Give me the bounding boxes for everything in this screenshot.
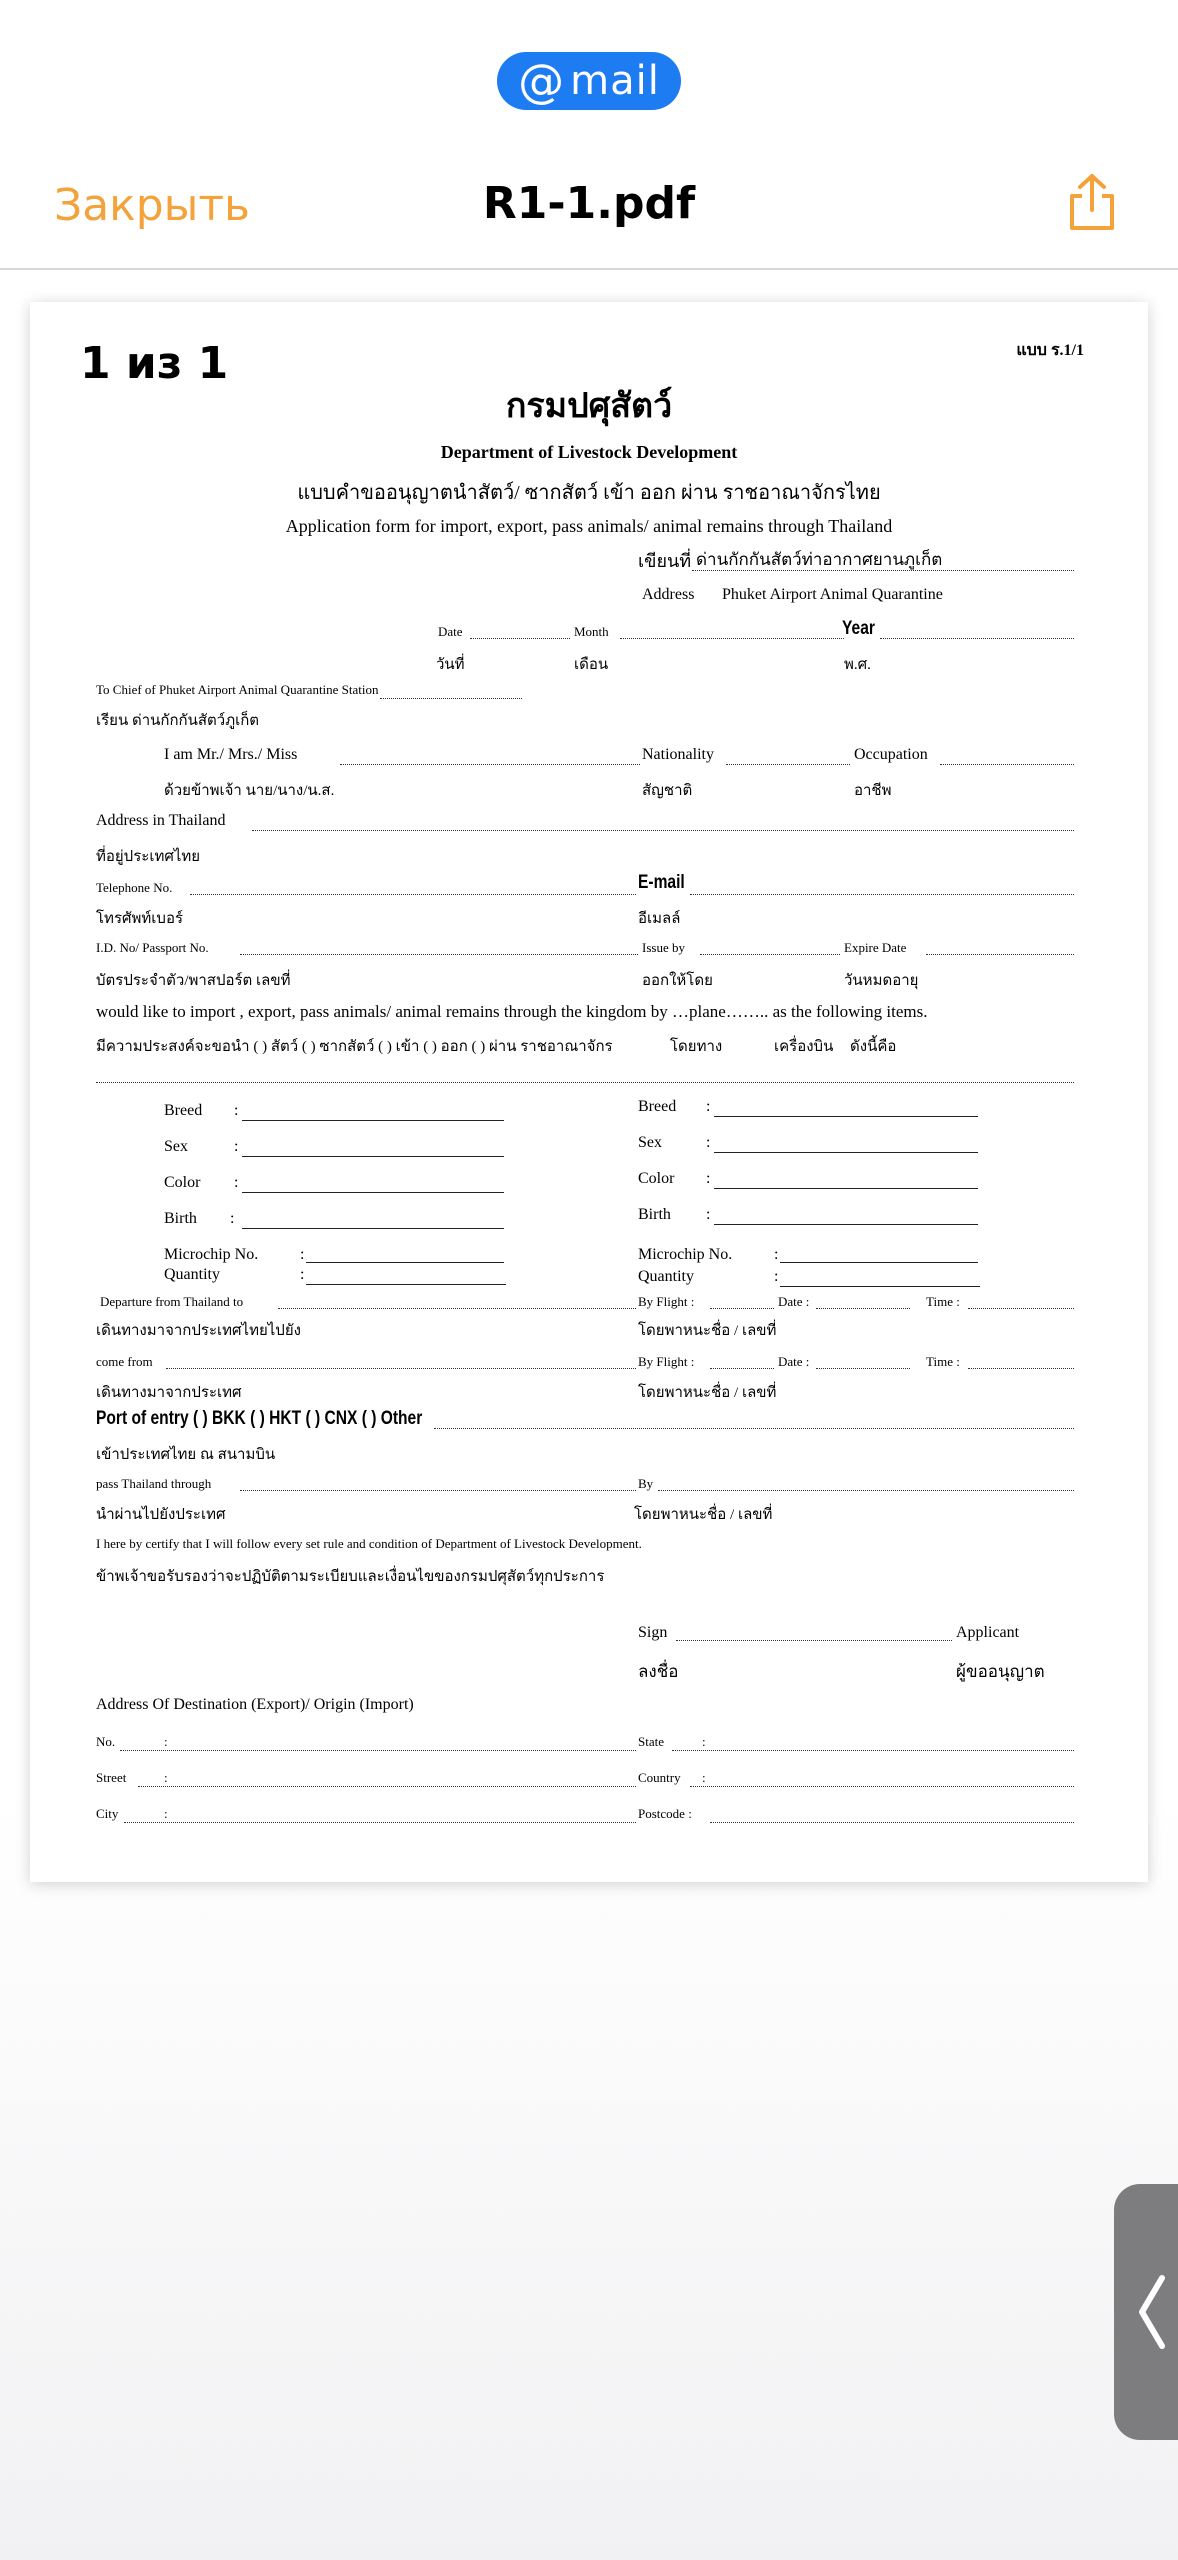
port-of-entry-th: เข้าประเทศไทย ณ สนามบิน — [96, 1447, 276, 1463]
as-follows-th: ดังนี้คือ — [850, 1039, 897, 1055]
email-th: อีเมลล์ — [638, 911, 681, 927]
pass-through-label: pass Thailand through — [96, 1476, 212, 1491]
department-title: Department of Livestock Development — [440, 442, 738, 462]
arrival-date-label: Date : — [778, 1354, 810, 1369]
street-label: Street — [96, 1770, 127, 1785]
side-panel-handle[interactable] — [1114, 2184, 1178, 2440]
departure-th: เดินทางมาจากประเทศไทยไปยัง — [96, 1323, 301, 1339]
mail-badge[interactable] — [497, 52, 681, 110]
port-of-entry-label: Port of entry ( ) BKK ( ) HKT ( ) CNX ( ) Other — [96, 1408, 423, 1429]
issue-by-th: ออกให้โดย — [642, 973, 713, 989]
no-label: No. — [96, 1734, 116, 1749]
share-button[interactable] — [1066, 172, 1118, 234]
address-thailand-th: ที่อยู่ประเทศไทย — [96, 849, 201, 865]
color-label-2: Color — [638, 1170, 675, 1187]
applicant-label: Applicant — [956, 1624, 1020, 1641]
year-th: พ.ศ. — [844, 657, 871, 673]
state-label: State — [638, 1734, 664, 1749]
pass-by-label: By — [638, 1476, 654, 1491]
expire-date-label: Expire Date — [844, 940, 907, 955]
to-chief: To Chief of Phuket Airport Animal Quarantine Station — [96, 682, 379, 697]
breed-label-2: Breed — [638, 1098, 677, 1115]
mail-label: mail — [570, 58, 660, 104]
address-value: Phuket Airport Animal Quarantine — [722, 586, 943, 603]
sign-label: Sign — [638, 1624, 668, 1641]
expire-th: วันหมดอายุ — [844, 973, 919, 989]
departure-flight-label: By Flight : — [638, 1294, 695, 1309]
country-label: Country — [638, 1770, 681, 1785]
sex-label: Sex — [164, 1138, 188, 1155]
destination-heading: Address Of Destination (Export)/ Origin (Import) — [96, 1696, 414, 1713]
telephone-label: Telephone No. — [96, 880, 173, 895]
microchip-label: Microchip No. — [164, 1246, 259, 1263]
navigation-bar — [0, 160, 1178, 270]
document-title: R1-1.pdf — [482, 178, 696, 229]
nationality-th: สัญชาติ — [642, 783, 693, 799]
name-label-th: ด้วยข้าพเจ้า นาย/นาง/น.ส. — [164, 783, 335, 799]
form-title-th: กรมปศุสัตว์ — [505, 388, 673, 425]
address-label: Address — [642, 586, 695, 603]
pass-vehicle-th: โดยพาหนะชื่อ / เลขที่ — [634, 1507, 773, 1523]
month-label: Month — [574, 624, 609, 639]
name-label: I am Mr./ Mrs./ Miss — [164, 746, 298, 763]
departure-vehicle-th: โดยพาหนะชื่อ / เลขที่ — [638, 1323, 777, 1339]
occupation-label: Occupation — [854, 746, 928, 763]
occupation-th: อาชีพ — [854, 783, 892, 799]
color-label: Color — [164, 1174, 201, 1191]
pass-through-th: นำผ่านไปยังประเทศ — [96, 1507, 226, 1523]
id-passport-label: I.D. No/ Passport No. — [96, 940, 209, 955]
birth-label: Birth — [164, 1210, 197, 1227]
pdf-page: 1 из 1 แบบ ร.1/1 กรมปศุสัตว์ Department of Livestock Development แบบคำขออนุญาตนำสัตว์/ ซากสัตว์ เข้า ออก ผ่าน ราชอาณาจักรไทย Application form for import, export, pass animals/ animal remains through Thailand เขียนที่ ด่านกักกันสัตว์ท่าอากาศยานภูเก็ต Address Phuket Airport Animal Quarantine Date Month Year วันที่ เดือน พ.ศ. To Chief of Phuket Airport Animal Quarantine Station เรียน ด่านกักกันสัตว์ภูเก็ต I am Mr./ Mrs./ Miss Nationality Occupation ด้วยข้าพเจ้า นาย/นาง/น.ส. สัญชาติ อาชีพ Address in Thailand ที่อยู่ประเทศไทย Telephone No. E-mail โทรศัพท์เบอร์ อีเมลล์ I.D. No/ Passport No. Issue by Expire Date บัตรประจำตัว/พาสปอร์ต เลขที่ ออกให้โดย วันหมดอายุ would like to import , export, pass animals/ animal remains through the kingdom by …plane…….. as the following items. มีความประสงค์จะขอนำ ( ) สัตว์ ( ) ซากสัตว์ ( ) เข้า ( ) ออก ( ) ผ่าน ราชอาณาจักร โดยทาง เครื่องบิน ดังนี้คือ Breed : Sex : Color : Birth : Microchip No. : Quantity : Breed : Sex : Color : Birth : Microchip No. : Quantity : Departure from Thailand to By Flight : Date : Time : เดินทางมาจากประเทศไทยไปยัง โดยพาหนะชื่อ / เลขที่ come from By Flight : Date : Time : เดินทางมาจากประเทศ โดยพาหนะชื่อ / เลขที่ Port of entry ( ) BKK ( ) HKT ( ) CNX ( ) Other เข้าประเทศไทย ณ สนามบิน pass Thailand through By นำผ่านไปยังประเทศ โดยพาหนะชื่อ / เลขที่ I here by certify that I will follow every set rule and condition of Department of Livestock Development. ข้าพเจ้าขอรับรองว่าจะปฏิบัติตามระเบียบและเงื่อนไขของกรมปศุสัตว์ทุกประการ Sign Applicant ลงชื่อ ผู้ขออนุญาต Address Of Destination (Export)/ Origin (Import) No. : State : Street : Country : City : Postcode : — [30, 302, 1148, 1882]
come-from-th: เดินทางมาจากประเทศ — [96, 1385, 242, 1401]
date-label: Date — [438, 624, 463, 639]
email-label: E-mail — [638, 872, 685, 893]
to-chief-th: เรียน ด่านกักกันสัตว์ภูเก็ต — [96, 713, 260, 729]
city-label: City — [96, 1806, 119, 1821]
quantity-label-2: Quantity — [638, 1268, 694, 1285]
breed-label: Breed — [164, 1102, 203, 1119]
issue-by-label: Issue by — [642, 940, 685, 955]
departure-date-label: Date : — [778, 1294, 810, 1309]
sex-label-2: Sex — [638, 1134, 662, 1151]
postcode-label: Postcode : — [638, 1806, 692, 1821]
form-subtitle-en: Application form for import, export, pass animals/ animal remains through Thailand — [285, 516, 893, 536]
page-counter: 1 из 1 — [80, 338, 229, 389]
sign-th: ลงชื่อ — [638, 1662, 679, 1681]
arrival-vehicle-th: โดยพาหนะชื่อ / เลขที่ — [638, 1385, 777, 1401]
address-thailand-label: Address in Thailand — [96, 812, 226, 829]
arrival-time-label: Time : — [926, 1354, 960, 1369]
microchip-label-2: Microchip No. — [638, 1246, 733, 1263]
quantity-label: Quantity — [164, 1266, 220, 1283]
birth-label-2: Birth — [638, 1206, 671, 1223]
form-code: แบบ ร.1/1 — [1016, 342, 1084, 359]
purpose-en: would like to import , export, pass animals/ animal remains through the kingdom by …plane…….. as the following items. — [96, 1002, 928, 1021]
at-icon: @ — [518, 54, 565, 108]
date-th: วันที่ — [436, 657, 465, 673]
telephone-th: โทรศัพท์เบอร์ — [96, 911, 184, 927]
chevron-left-icon — [1132, 2272, 1172, 2352]
come-from-label: come from — [96, 1354, 153, 1369]
written-at-label: เขียนที่ — [638, 551, 692, 571]
certify-en: I here by certify that I will follow every set rule and condition of Department of Livestock Development. — [96, 1536, 642, 1551]
arrival-flight-label: By Flight : — [638, 1354, 695, 1369]
id-passport-th: บัตรประจำตัว/พาสปอร์ต เลขที่ — [96, 973, 291, 989]
departure-label: Departure from Thailand to — [100, 1294, 244, 1309]
close-button[interactable]: Закрыть — [54, 180, 250, 231]
written-at-value: ด่านกักกันสัตว์ท่าอากาศยานภูเก็ต — [696, 550, 943, 569]
plane-th: เครื่องบิน — [774, 1039, 834, 1055]
purpose-th: มีความประสงค์จะขอนำ ( ) สัตว์ ( ) ซากสัตว์ ( ) เข้า ( ) ออก ( ) ผ่าน ราชอาณาจักร — [96, 1039, 613, 1055]
share-icon — [1066, 172, 1118, 234]
applicant-th: ผู้ขออนุญาต — [956, 1662, 1045, 1681]
form-subtitle-th: แบบคำขออนุญาตนำสัตว์/ ซากสัตว์ เข้า ออก ผ่าน ราชอาณาจักรไทย — [297, 482, 881, 504]
departure-time-label: Time : — [926, 1294, 960, 1309]
year-label: Year — [842, 618, 875, 639]
nationality-label: Nationality — [642, 746, 714, 763]
month-th: เดือน — [574, 657, 609, 673]
certify-th: ข้าพเจ้าขอรับรองว่าจะปฏิบัติตามระเบียบและเงื่อนไขของกรมปศุสัตว์ทุกประการ — [96, 1569, 605, 1585]
by-th: โดยทาง — [670, 1039, 723, 1055]
